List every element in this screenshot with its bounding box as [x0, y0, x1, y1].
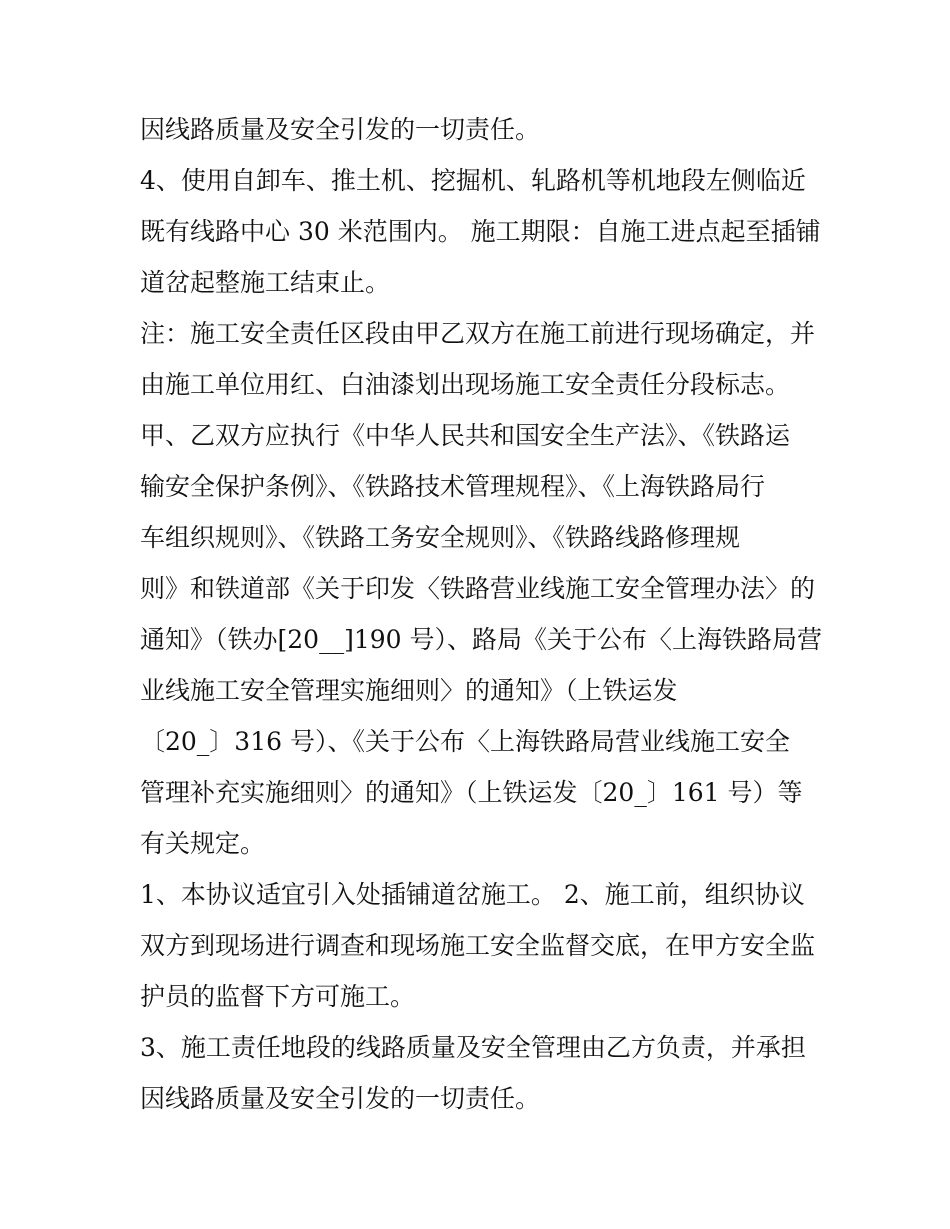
document-body	[140, 104, 830, 1124]
text-line: 双方到现场进行调查和现场施工安全监督交底，在甲方安全监	[140, 931, 816, 960]
text-line: 业线施工安全管理实施细则〉的通知》（上铁运发	[140, 676, 678, 705]
text-line: 管理补充实施细则〉的通知》（上铁运发〔20_〕161 号）等	[140, 778, 803, 807]
text-line: 道岔起整施工结束止。	[140, 268, 391, 297]
text-line: 3、施工责任地段的线路质量及安全管理由乙方负责，并承担	[140, 1033, 806, 1062]
text-line: 因线路质量及安全引发的一切责任。	[140, 1084, 541, 1113]
text-line: 既有线路中心 30 米范围内。 施工期限：自施工进点起至插铺	[140, 217, 821, 246]
text-line: 4、使用自卸车、推土机、挖掘机、轧路机等机地段左侧临近	[140, 166, 806, 195]
text-line: 〔20_〕316 号）、《关于公布〈上海铁路局营业线施工安全	[140, 727, 790, 756]
text-line: 通知》（铁办[20__]190 号）、路局《关于公布〈上海铁路局营	[140, 625, 822, 654]
text-line: 因线路质量及安全引发的一切责任。	[140, 115, 541, 144]
text-line: 注：施工安全责任区段由甲乙双方在施工前进行现场确定，并	[140, 319, 816, 348]
text-line: 护员的监督下方可施工。	[140, 982, 416, 1011]
text-line: 由施工单位用红、白油漆划出现场施工安全责任分段标志。	[140, 370, 791, 399]
text-line: 车组织规则》、《铁路工务安全规则》、《铁路线路修理规	[140, 523, 741, 552]
text-line: 则》和铁道部《关于印发〈铁路营业线施工安全管理办法〉的	[140, 574, 816, 603]
text-line: 甲、乙双方应执行《中华人民共和国安全生产法》、《铁路运	[140, 421, 791, 450]
text-line: 1、本协议适宜引入处插铺道岔施工。 2、施工前，组织协议	[140, 880, 805, 909]
text-line: 输安全保护条例》、《铁路技术管理规程》、《上海铁路局行	[140, 472, 766, 501]
text-line: 有关规定。	[140, 829, 266, 858]
